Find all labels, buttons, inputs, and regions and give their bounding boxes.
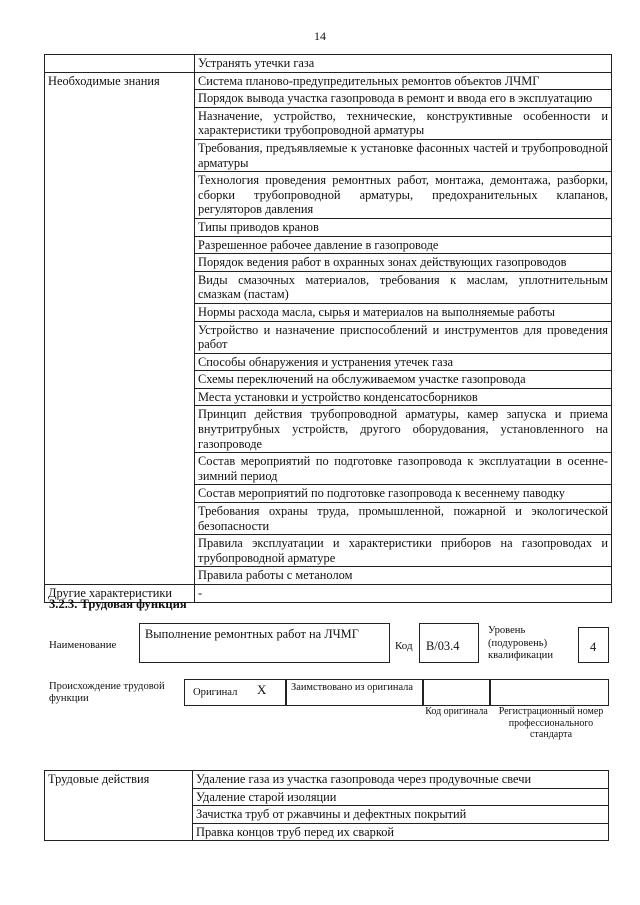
knowledge-table [44,54,612,603]
knowledge-row-value: Технология проведения ремонтных работ, монтажа, демонтажа, разборки, сборки трубопроводной арматуры, предохранительных клапанов, регуляторов давления [195,172,612,219]
knowledge-row-value: Правила эксплуатации и характеристики приборов на газопроводах и трубопроводной арматуре [195,535,612,567]
name-label: Наименование [49,639,117,651]
code-caption: Код оригинала [425,706,488,717]
original-mark: X [257,682,267,697]
knowledge-row-value: Назначение, устройство, технические, конструктивные особенности и характеристики трубопроводной арматуры [195,107,612,139]
level-label: Уровень (подуровень) квалификации [488,625,553,661]
code-box [419,623,479,663]
knowledge-row-value: Требования охраны труда, промышленной, пожарной и экологической безопасности [195,503,612,535]
knowledge-row-value: Принцип действия трубопроводной арматуры, камер запуска и приема внутритрубных устройств, другого оборудования, установленного на газопроводе [195,406,612,453]
action-row-value: Правка концов труб перед их сваркой [193,823,609,841]
knowledge-row-value: Состав мероприятий по подготовке газопровода к эксплуатации в осенне-зимний период [195,453,612,485]
knowledge-row-value: Порядок вывода участка газопровода в ремонт и ввода его в эксплуатацию [195,90,612,108]
level-value: 4 [590,640,597,654]
original-code-cell [423,679,490,706]
action-row-label: Трудовые действия [45,771,193,841]
page-number: 14 [314,29,326,43]
knowledge-row-value: Устройство и назначение приспособлений и инструментов для проведения работ [195,321,612,353]
skill-row [45,55,612,73]
knowledge-row [45,72,612,90]
function-name-value: Выполнение ремонтных работ на ЛЧМГ [145,627,359,641]
knowledge-row-value: Схемы переключений на обслуживаемом участке газопровода [195,371,612,389]
level-box [578,627,609,663]
knowledge-row-value: Типы приводов кранов [195,218,612,236]
action-row [45,771,609,789]
action-row-value: Зачистка труб от ржавчины и дефектных покрытий [193,806,609,824]
original-cell [184,679,286,706]
skill-row-label [45,55,195,73]
function-name-box [139,623,390,663]
knowledge-row-value: Разрешенное рабочее давление в газопроводе [195,236,612,254]
action-row-value: Удаление старой изоляции [193,788,609,806]
knowledge-row-value: Способы обнаружения и устранения утечек газа [195,353,612,371]
code-label: Код [395,640,413,652]
borrowed-label: Заимствовано из оригинала [291,682,413,693]
origin-label: Происхождение трудовой функции [49,681,165,704]
knowledge-row-label: Необходимые знания [45,72,195,584]
other-row-label: Другие характеристики [45,585,195,603]
skill-row-value: Устранять утечки газа [195,55,612,73]
action-row-value: Удаление газа из участка газопровода через продувочные свечи [193,771,609,789]
knowledge-row-value: Виды смазочных материалов, требования к маслам, уплотнительным смазкам (пастам) [195,271,612,303]
knowledge-row-value: Требования, предъявляемые к установке фасонных частей и трубопроводной арматуры [195,139,612,171]
reg-number-cell [490,679,609,706]
section-title: 3.2.3. Трудовая функция [49,597,187,611]
reg-caption: Регистрационный номер профессионального стандарта [498,706,604,740]
knowledge-row-value: Система планово-предупредительных ремонтов объектов ЛЧМГ [195,72,612,90]
knowledge-row-value: Правила работы с метанолом [195,567,612,585]
code-value: B/03.4 [426,639,460,653]
knowledge-row-value: Порядок ведения работ в охранных зонах действующих газопроводов [195,254,612,272]
knowledge-row-value: Места установки и устройство конденсатосборников [195,388,612,406]
knowledge-row-value: Нормы расхода масла, сырья и материалов на выполняемые работы [195,303,612,321]
borrowed-cell [286,679,423,706]
original-label: Оригинал [193,687,238,698]
knowledge-row-value: Состав мероприятий по подготовке газопровода к весеннему паводку [195,485,612,503]
actions-table [44,770,609,841]
other-row-value: - [195,585,612,603]
